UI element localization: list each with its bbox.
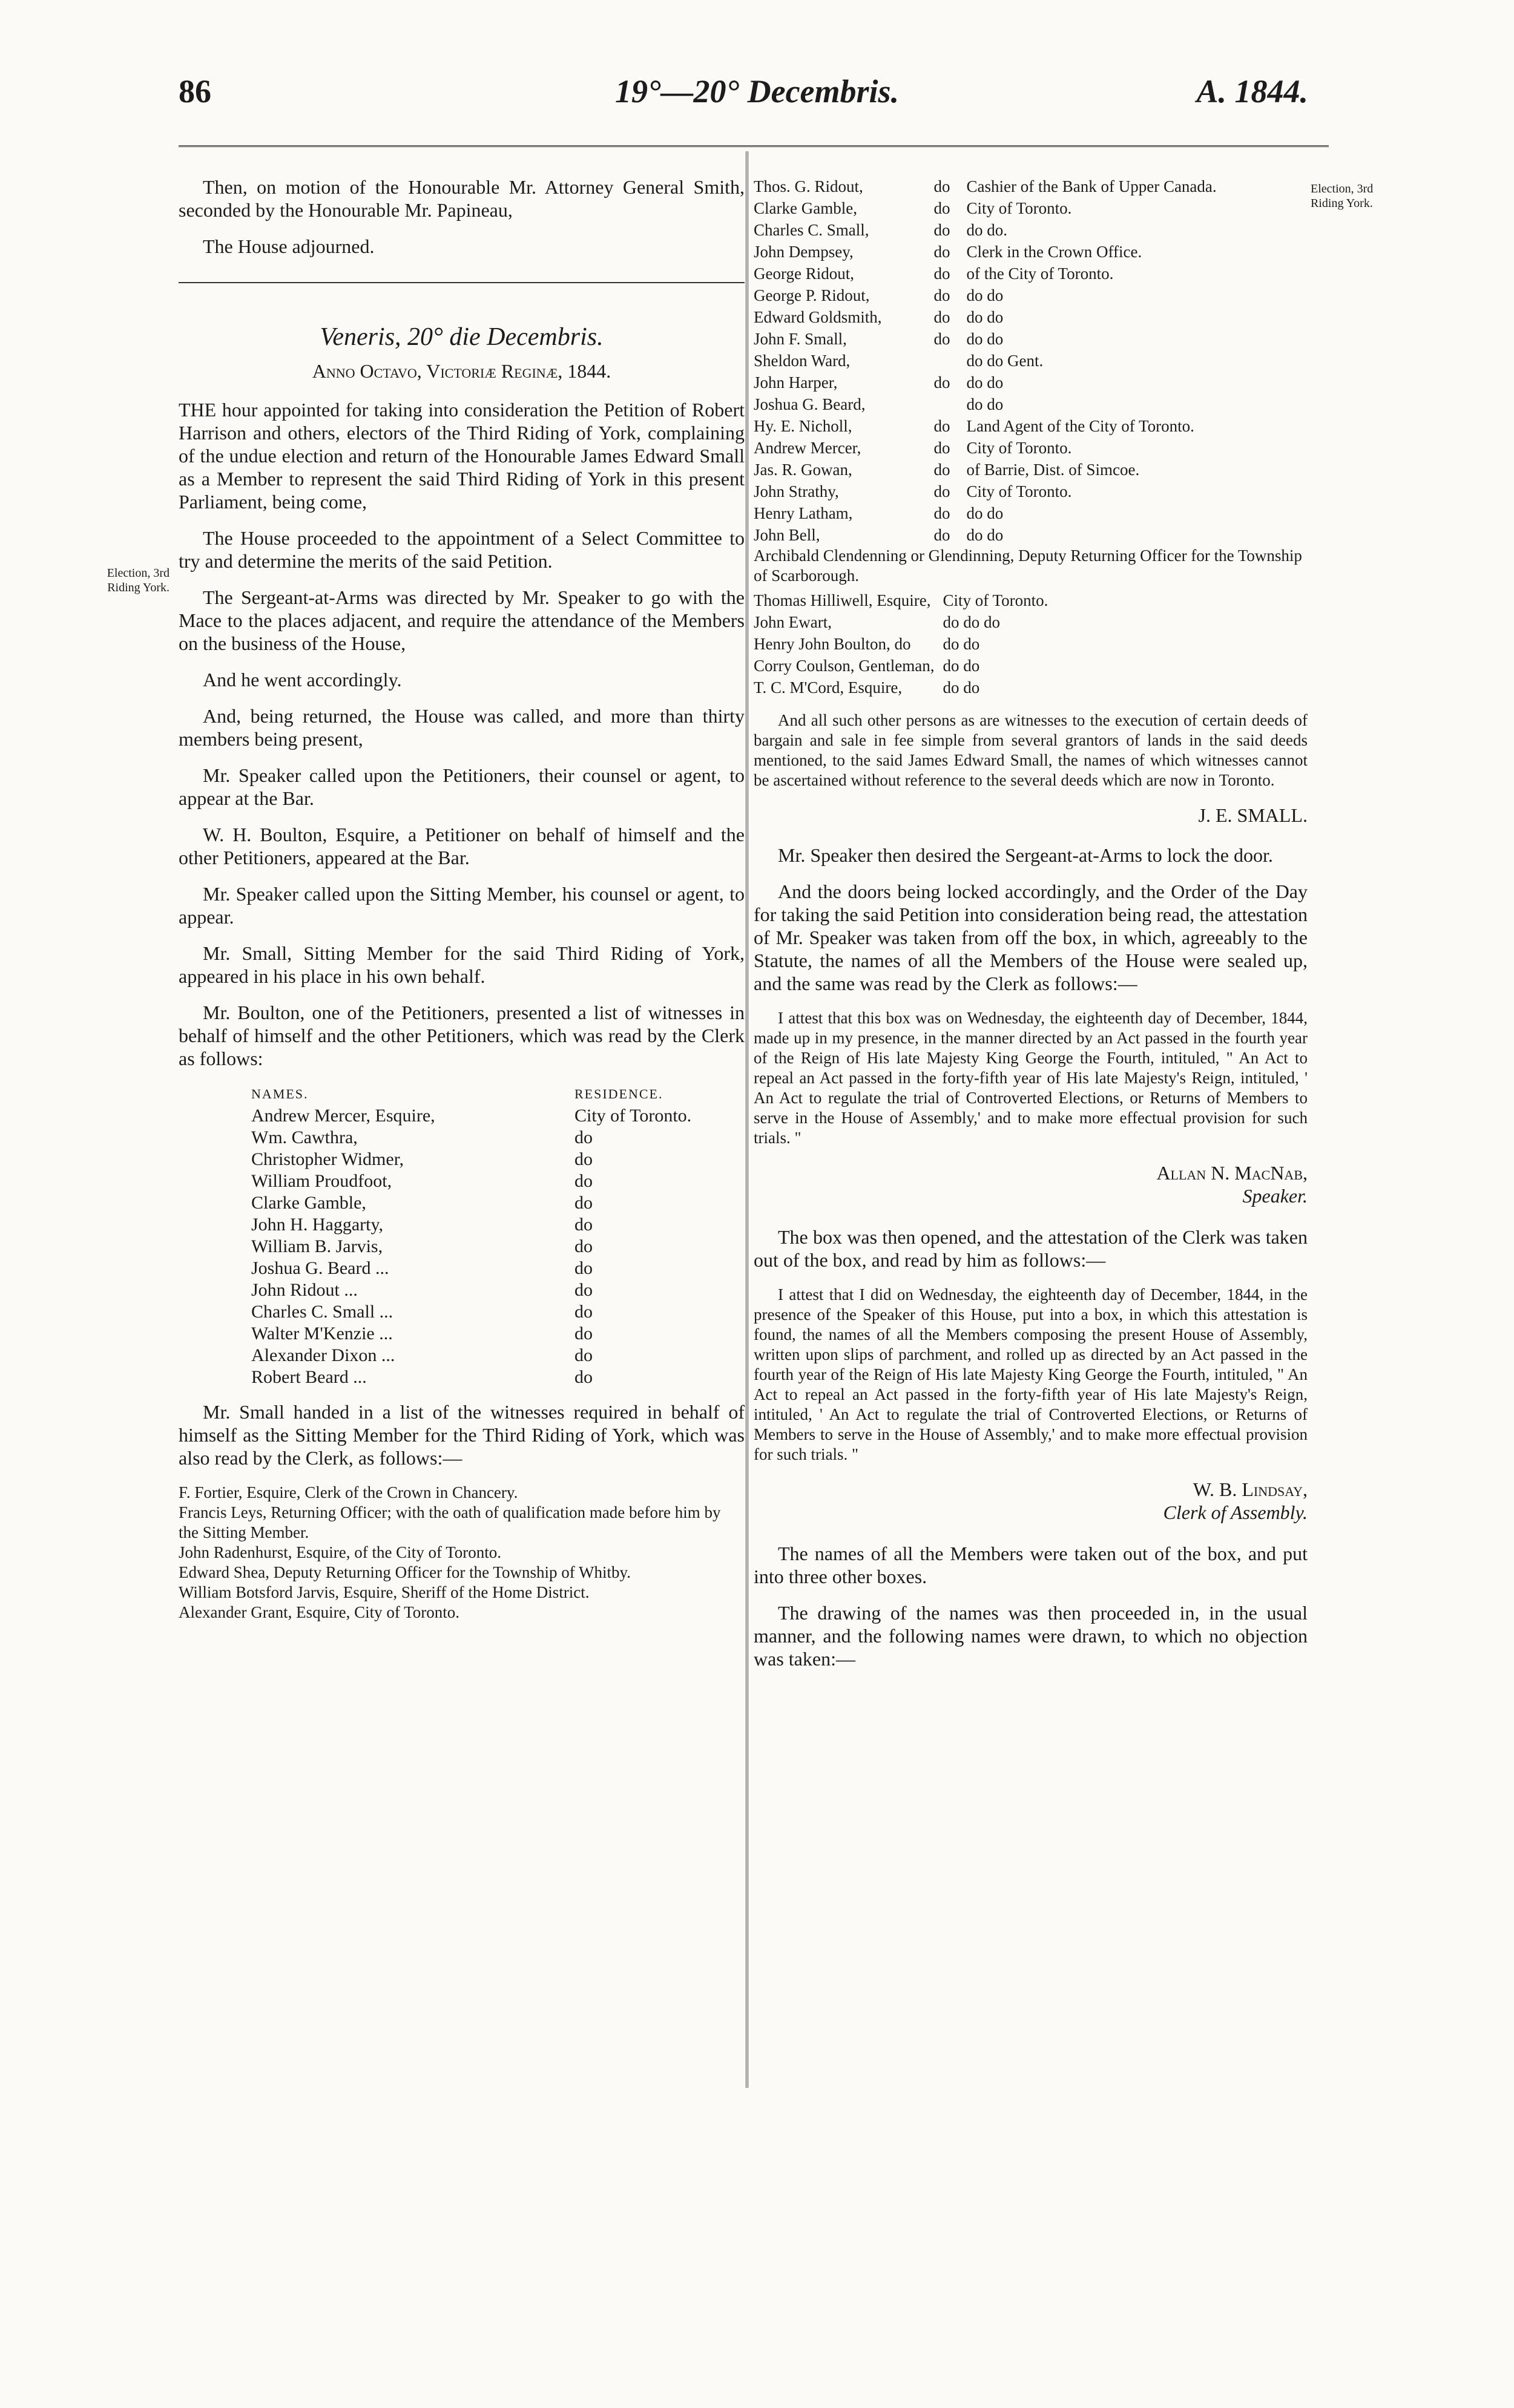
cell: Charles C. Small ...: [251, 1302, 393, 1322]
cell: do: [933, 264, 950, 283]
margin-note-left: Election, 3rd Riding York.: [107, 566, 170, 594]
cell: George P. Ridout,: [754, 286, 870, 304]
page-year-header: A. 1844.: [1196, 73, 1308, 110]
cell: John Dempsey,: [754, 243, 854, 261]
cell: City of Toronto.: [966, 199, 1072, 217]
cell: do do.: [966, 221, 1008, 239]
paragraph: Mr. Speaker called upon the Petitioners, their counsel or agent, to appear at the Bar.: [179, 764, 745, 809]
cell: Joshua G. Beard ...: [251, 1258, 389, 1278]
cell: Andrew Mercer,: [754, 439, 861, 457]
cell: City of Toronto.: [966, 439, 1072, 457]
table-row: [754, 415, 1308, 437]
cell: do: [933, 177, 950, 195]
cell: do: [574, 1171, 593, 1191]
table-row: [251, 1323, 700, 1345]
anno-line: Anno Octavo, Victoriæ Reginæ, 1844.: [312, 360, 611, 382]
table-row: [754, 633, 1056, 655]
signature-macnab-title: Speaker.: [1242, 1185, 1308, 1207]
list-item: F. Fortier, Esquire, Clerk of the Crown in Chancery.: [179, 1483, 518, 1501]
table-row: [754, 524, 1308, 546]
cell: Alexander Dixon ...: [251, 1345, 395, 1365]
list-item: Alexander Grant, Esquire, City of Toronto.: [179, 1603, 460, 1621]
table-row: [754, 611, 1056, 633]
cell: Cashier of the Bank of Upper Canada.: [966, 177, 1217, 195]
cell: do: [933, 526, 950, 544]
table-row: [251, 1214, 700, 1236]
cell: Edward Goldsmith,: [754, 308, 882, 326]
cell: Wm. Cawthra,: [251, 1127, 358, 1147]
cell: do: [933, 286, 950, 304]
cell: do: [574, 1149, 593, 1169]
cell: of Barrie, Dist. of Simcoe.: [966, 461, 1140, 479]
paragraph: And, being returned, the House was called, and more than thirty members being present,: [179, 705, 745, 750]
paragraph: Then, on motion of the Honourable Mr. Attorney General Smith, seconded by the Honourable Mr. Papineau,: [179, 176, 745, 221]
cell: Henry Latham,: [754, 504, 853, 522]
cell: do do: [943, 635, 980, 653]
cell: John Harper,: [754, 373, 838, 392]
witness-table-continued: [754, 176, 1308, 546]
paragraph: The House proceeded to the appointment of a Select Committee to try and determine the merits of the said Petition.: [179, 527, 745, 572]
table-row: [251, 1258, 700, 1279]
cell: of the City of Toronto.: [966, 264, 1114, 283]
cell: John Ewart,: [754, 613, 832, 631]
table-header-names: NAMES.: [251, 1086, 309, 1101]
cell: John F. Small,: [754, 330, 847, 348]
cell: City of Toronto.: [943, 591, 1048, 609]
cell: do: [933, 221, 950, 239]
table-row: [754, 263, 1308, 284]
cell: do: [574, 1215, 593, 1235]
paragraph: The drawing of the names was then proceeded in, in the usual manner, and the following names were drawn, to which no objection was taken:—: [754, 1602, 1308, 1670]
cell: do do: [966, 308, 1004, 326]
cell: John Ridout ...: [251, 1280, 358, 1300]
table-row: [251, 1301, 700, 1323]
cell: do do: [966, 395, 1004, 413]
table-row: [754, 502, 1308, 524]
table-row: [754, 372, 1308, 393]
cell: do do: [943, 657, 980, 675]
section-separator: [179, 282, 745, 283]
table-row: [754, 459, 1308, 481]
table-row: [754, 241, 1308, 263]
cell: Clarke Gamble,: [251, 1193, 366, 1213]
table-row: [251, 1236, 700, 1258]
paragraph: And all such other persons as are witnesses to the execution of certain deeds of bargain and sale in fee simple from several grantors of lands in the said deeds mentioned, to the said James Edward Small, the names of which witnesses cannot be ascertained without reference to the several deeds which are now in Toronto.: [754, 711, 1308, 789]
cell: William B. Jarvis,: [251, 1236, 383, 1256]
table-row: [251, 1127, 700, 1149]
cell: do do: [966, 504, 1004, 522]
list-item: Edward Shea, Deputy Returning Officer for the Township of Whitby.: [179, 1563, 631, 1581]
cell: do: [574, 1280, 593, 1300]
column-divider: [746, 151, 748, 2088]
cell: Clarke Gamble,: [754, 199, 857, 217]
table-row: [754, 328, 1308, 350]
page-date-header: 19°—20° Decembris.: [614, 73, 900, 110]
cell: do: [933, 461, 950, 479]
signature-small: J. E. SMALL.: [1198, 804, 1308, 826]
cell: do: [574, 1302, 593, 1322]
table-row: [754, 393, 1308, 415]
cell: City of Toronto.: [574, 1106, 692, 1126]
table-row: [754, 176, 1308, 197]
paragraph: Mr. Boulton, one of the Petitioners, presented a list of witnesses in behalf of himself and the other Petitioners, which was read by the Clerk as follows:: [179, 1002, 745, 1069]
paragraph: Mr. Small, Sitting Member for the said Third Riding of York, appeared in his place in his own behalf.: [179, 942, 745, 987]
list-item: Archibald Clendenning or Glendinning, Deputy Returning Officer for the Township of Scarborough.: [754, 546, 1302, 585]
header-rule: [179, 145, 1329, 147]
list-item: Francis Leys, Returning Officer; with the oath of qualification made before him by the Sitting Member.: [179, 1503, 721, 1541]
cell: do: [574, 1193, 593, 1213]
table-row: [754, 655, 1056, 677]
table-row: [251, 1105, 700, 1127]
cell: do: [933, 504, 950, 522]
paragraph: The Sergeant-at-Arms was directed by Mr. Speaker to go with the Mace to the places adjacent, and require the attendance of the Members on the business of the House,: [179, 586, 745, 654]
cell: do do Gent.: [966, 352, 1044, 370]
attestation-speaker: I attest that this box was on Wednesday, the eighteenth day of December, 1844, made up in my presence, in the manner directed by an Act passed in the fourth year of the Reign of His late Majesty King George the Fourth, intituled, " An Act to repeal an Act passed in the forty-fifth year of His late Majesty's Reign, intituled, ' An Act to regulate the trial of Controverted Elections, or Returns of Members to serve in the House of Assembly,' and to make more effectual provision for such trials. ": [754, 1009, 1308, 1147]
signature-macnab: Allan N. MacNab,: [1156, 1162, 1308, 1184]
paragraph: And he went accordingly.: [203, 669, 402, 691]
cell: George Ridout,: [754, 264, 854, 283]
table-row: [251, 1192, 700, 1214]
cell: do: [933, 439, 950, 457]
cell: Andrew Mercer, Esquire,: [251, 1106, 435, 1126]
cell: [933, 350, 966, 372]
table-row: [251, 1149, 700, 1170]
cell: Jas. R. Gowan,: [754, 461, 852, 479]
cell: Henry John Boulton, do: [754, 635, 911, 653]
cell: Christopher Widmer,: [251, 1149, 404, 1169]
margin-note-right: Election, 3rd Riding York.: [1311, 182, 1374, 210]
cell: Thos. G. Ridout,: [754, 177, 863, 195]
cell: Clerk in the Crown Office.: [966, 243, 1142, 261]
signature-lindsay: W. B. Lindsay,: [1193, 1478, 1308, 1500]
cell: Corry Coulson, Gentleman,: [754, 657, 935, 675]
cell: Sheldon Ward,: [754, 352, 851, 370]
cell: do: [574, 1324, 593, 1343]
attestation-clerk: I attest that I did on Wednesday, the eighteenth day of December, 1844, in the presence of the Speaker of this House, put into a box, in which this attestation is found, the names of all the Members composing the present House of Assembly, written upon slips of parchment, and rolled up as directed by an Act passed in the fourth year of the Reign of His late Majesty King George the Fourth, intituled, " An Act to repeal an Act passed in the forty-fifth year of His late Majesty's Reign, intituled, ' An Act to regulate the trial of Controverted Elections, or Returns of Members to serve in the House of Assembly,' and to make more effectual provision for such trials. ": [754, 1285, 1308, 1463]
table-row: [754, 677, 1056, 698]
table-row: [754, 306, 1308, 328]
paragraph: Mr. Small handed in a list of the witnesses required in behalf of himself as the Sitting Member for the Third Riding of York, which was also read by the Clerk, as follows:—: [179, 1401, 745, 1469]
witness-table-continued-2: [754, 589, 1056, 698]
list-item: John Radenhurst, Esquire, of the City of Toronto.: [179, 1543, 502, 1561]
table-row: [251, 1345, 700, 1366]
cell: Charles C. Small,: [754, 221, 869, 239]
cell: do: [933, 330, 950, 348]
right-column: [754, 176, 1308, 1684]
page-number: 86: [179, 73, 211, 110]
cell: Robert Beard ...: [251, 1367, 367, 1387]
cell: do do do: [943, 613, 1000, 631]
day-heading: Veneris, 20° die Decembris.: [320, 323, 604, 351]
table-row: [754, 437, 1308, 459]
cell: do do: [966, 330, 1004, 348]
table-row: [251, 1170, 700, 1192]
left-column: [179, 176, 745, 1622]
table-row: [754, 284, 1308, 306]
paragraph: W. H. Boulton, Esquire, a Petitioner on behalf of himself and the other Petitioners, appeared at the Bar.: [179, 824, 745, 868]
cell: do: [574, 1258, 593, 1278]
cell: do: [933, 417, 950, 435]
cell: Walter M'Kenzie ...: [251, 1324, 393, 1343]
table-row: [754, 481, 1308, 502]
sitting-member-witness-list: [179, 1483, 745, 1622]
paragraph: Mr. Speaker called upon the Sitting Member, his counsel or agent, to appear.: [179, 883, 745, 928]
paragraph: THE hour appointed for taking into consideration the Petition of Robert Harrison and others, electors of the Third Riding of York, complaining of the undue election and return of the Honourable James Edward Small as a Member to represent the said Third Riding of York in this present Parliament, being come,: [179, 399, 745, 513]
cell: [933, 393, 966, 415]
cell: do: [574, 1345, 593, 1365]
cell: do do: [966, 526, 1004, 544]
list-item: William Botsford Jarvis, Esquire, Sheriff of the Home District.: [179, 1583, 590, 1601]
cell: do: [933, 482, 950, 500]
cell: Joshua G. Beard,: [754, 395, 866, 413]
paragraph: The House adjourned.: [203, 235, 375, 257]
cell: William Proudfoot,: [251, 1171, 392, 1191]
cell: City of Toronto.: [966, 482, 1072, 500]
cell: John Bell,: [754, 526, 820, 544]
cell: Thomas Hilliwell, Esquire,: [754, 591, 931, 609]
cell: do do: [966, 373, 1004, 392]
table-header-residence: RESIDENCE.: [574, 1086, 663, 1101]
cell: do do: [943, 678, 980, 697]
cell: John Strathy,: [754, 482, 839, 500]
cell: John H. Haggarty,: [251, 1215, 384, 1235]
paragraph: The box was then opened, and the attestation of the Clerk was taken out of the box, and read by him as follows:—: [754, 1226, 1308, 1271]
cell: do: [933, 373, 950, 392]
cell: do: [574, 1236, 593, 1256]
signature-lindsay-title: Clerk of Assembly.: [1163, 1501, 1308, 1523]
cell: T. C. M'Cord, Esquire,: [754, 678, 903, 697]
table-row: [754, 589, 1056, 611]
cell: do do: [966, 286, 1004, 304]
paragraph: And the doors being locked accordingly, and the Order of the Day for taking the said Petition into consideration being read, the attestation of Mr. Speaker was taken from off the box, in which, agreeably to the Statute, the names of all the Members of the House were sealed up, and the same was read by the Clerk as follows:—: [754, 881, 1308, 994]
paragraph: Mr. Speaker then desired the Sergeant-at-Arms to lock the door.: [778, 844, 1273, 866]
table-row: [754, 197, 1308, 219]
cell: do: [933, 308, 950, 326]
witness-table: [251, 1083, 700, 1388]
paragraph: The names of all the Members were taken out of the box, and put into three other boxes.: [754, 1543, 1308, 1587]
cell: do: [933, 199, 950, 217]
table-row: [251, 1366, 700, 1388]
cell: Land Agent of the City of Toronto.: [966, 417, 1194, 435]
table-row: [754, 350, 1308, 372]
cell: do: [574, 1367, 593, 1387]
table-row: [754, 219, 1308, 241]
cell: Hy. E. Nicholl,: [754, 417, 852, 435]
table-row: [251, 1279, 700, 1301]
cell: do: [574, 1127, 593, 1147]
cell: do: [933, 243, 950, 261]
